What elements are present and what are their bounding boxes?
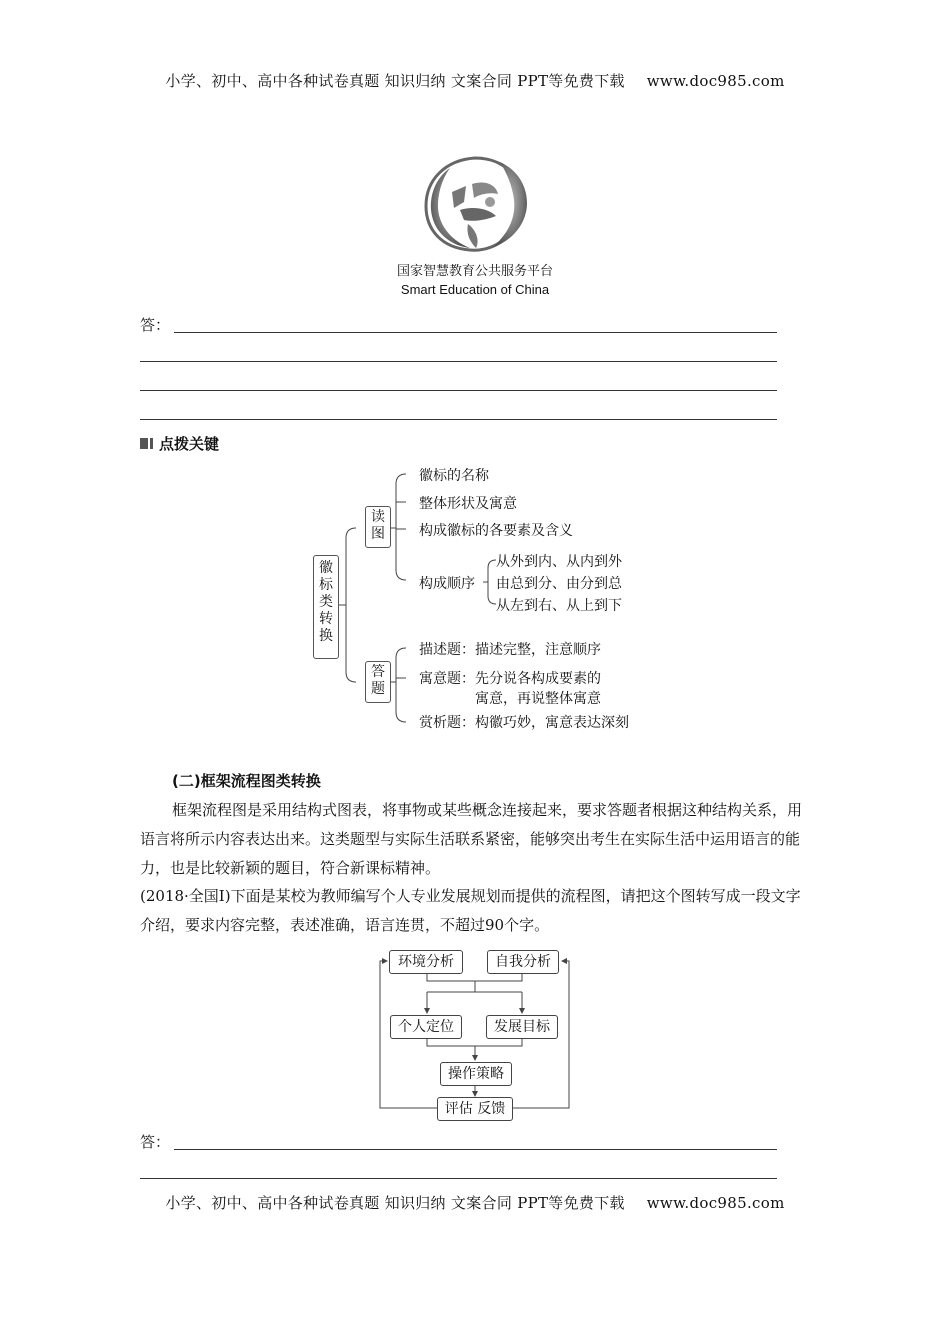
flow-box-self: 自我分析 xyxy=(487,950,559,974)
section2-question: (2018·全国Ⅰ)下面是某校为教师编写个人专业发展规划而提供的流程图，请把这个图转写成一段文字介绍，要求内容完整，表述准确，语言连贯，不超过90个字。 xyxy=(140,887,801,934)
mindmap-item xyxy=(419,639,601,659)
mindmap-item xyxy=(419,668,601,688)
mindmap-branch-read: 读图 xyxy=(365,506,391,548)
flow-box-position: 个人定位 xyxy=(390,1015,462,1039)
page-header xyxy=(0,70,950,91)
header-url[interactable]: www.doc985.com xyxy=(646,72,785,90)
mindmap-item-order: 构成顺序 xyxy=(419,576,475,592)
answer-line[interactable] xyxy=(174,1149,777,1150)
logo-name-en: Smart Education of China xyxy=(400,282,550,297)
footer-url[interactable]: www.doc985.com xyxy=(646,1194,785,1212)
flow-box-strategy: 操作策略 xyxy=(440,1062,512,1086)
mindmap-item-cont: 寓意，再说整体寓意 xyxy=(475,691,601,707)
mindmap-subitem: 从外到内、从内到外 xyxy=(496,554,622,570)
answer-line[interactable] xyxy=(140,1178,777,1179)
mindmap-subitem: 从左到右、从上到下 xyxy=(496,598,622,614)
page-footer xyxy=(0,1192,950,1213)
mindmap-item: 徽标的名称 xyxy=(419,468,489,484)
section2-paragraph: 框架流程图是采用结构式图表，将事物或某些概念连接起来，要求答题者根据这种结构关系，用语言将所示内容表达出来。这类题型与实际生活联系紧密，能够突出考生在实际生活中运用语言的能力，也是比较新颖的题目，符合新课标精神。 xyxy=(140,801,803,877)
answer-line[interactable] xyxy=(140,419,777,420)
item-head: 寓意题： xyxy=(419,671,475,687)
item-text: 先分说各构成要素的 xyxy=(475,671,601,687)
mindmap-root: 徽标类转换 xyxy=(313,555,339,659)
logo-emblem-icon xyxy=(380,150,570,260)
section2-title: (二)框架流程图类转换 xyxy=(172,772,321,790)
item-text: 描述完整，注意顺序 xyxy=(475,642,601,658)
answer-label-1: 答： xyxy=(140,316,171,334)
mindmap-item: 整体形状及寓意 xyxy=(419,496,517,512)
flow-box-goal: 发展目标 xyxy=(486,1015,558,1039)
mindmap-branch-answer: 答题 xyxy=(365,661,391,703)
footer-text: 小学、初中、高中各种试卷真题 知识归纳 文案合同 PPT等免费下载 xyxy=(165,1194,625,1212)
mindmap-item xyxy=(419,712,629,732)
mindmap-subitem: 由总到分、由分到总 xyxy=(496,576,622,592)
answer-line[interactable] xyxy=(174,332,777,333)
mindmap-item: 构成徽标的各要素及含义 xyxy=(419,523,573,539)
flow-box-env: 环境分析 xyxy=(389,950,463,974)
header-text: 小学、初中、高中各种试卷真题 知识归纳 文案合同 PPT等免费下载 xyxy=(165,72,625,90)
item-head: 描述题： xyxy=(419,642,475,658)
item-text: 构徽巧妙，寓意表达深刻 xyxy=(475,715,629,731)
answer-label-2: 答： xyxy=(140,1133,171,1151)
logo-name-cn: 国家智慧教育公共服务平台 xyxy=(396,264,553,279)
item-head: 赏析题： xyxy=(419,715,475,731)
smart-education-logo xyxy=(380,150,570,300)
key-section-title: 点拨关键 xyxy=(159,435,220,453)
section-marker-icon xyxy=(140,436,156,450)
answer-line[interactable] xyxy=(140,361,777,362)
flow-box-feedback: 评估 反馈 xyxy=(437,1097,513,1121)
answer-line[interactable] xyxy=(140,390,777,391)
